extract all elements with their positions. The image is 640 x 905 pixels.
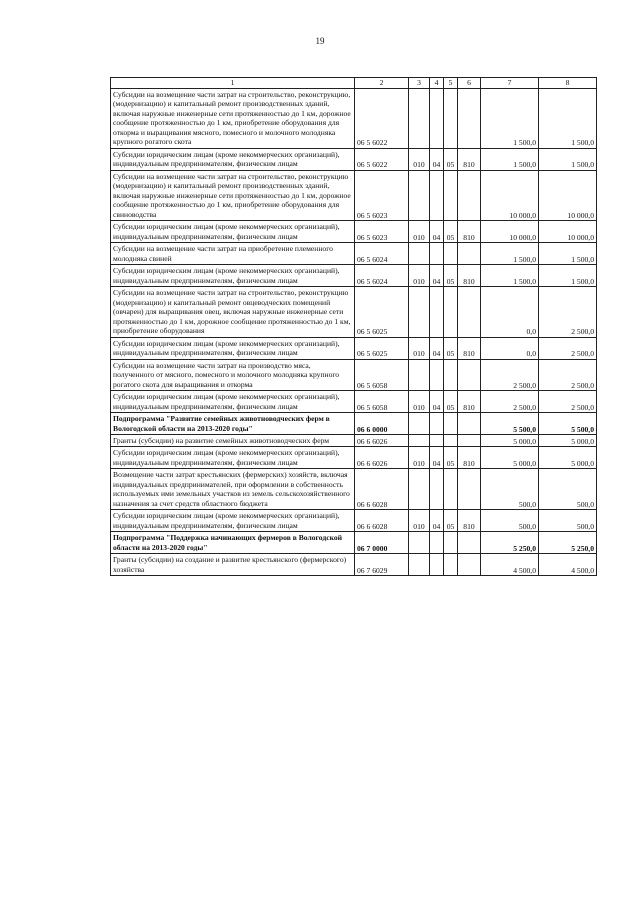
row-expense-type-code	[458, 532, 481, 554]
row-section-code	[430, 554, 444, 576]
header-cell: 8	[539, 78, 597, 89]
row-ministry-code: 010	[409, 265, 430, 287]
row-target-code: 06 6 6028	[355, 469, 409, 510]
row-amount-col8: 5 000,0	[539, 447, 597, 469]
row-amount-col7: 2 500,0	[481, 359, 539, 390]
row-subsection-code: 05	[444, 221, 458, 243]
row-section-code: 04	[430, 391, 444, 413]
row-target-code: 06 5 6025	[355, 337, 409, 359]
row-amount-col8: 5 500,0	[539, 413, 597, 435]
row-subsection-code	[444, 532, 458, 554]
table-header-row	[111, 78, 597, 89]
row-amount-col7: 10 000,0	[481, 221, 539, 243]
row-subsection-code	[444, 89, 458, 149]
table-row	[111, 469, 597, 510]
row-amount-col7: 5 000,0	[481, 447, 539, 469]
row-subsection-code: 05	[444, 265, 458, 287]
row-ministry-code	[409, 434, 430, 446]
row-section-code: 04	[430, 221, 444, 243]
row-section-code: 04	[430, 510, 444, 532]
row-section-code	[430, 469, 444, 510]
row-amount-col8: 5 250,0	[539, 532, 597, 554]
row-expense-type-code	[458, 413, 481, 435]
table-row	[111, 337, 597, 359]
row-amount-col7: 0,0	[481, 287, 539, 337]
header-cell: 2	[355, 78, 409, 89]
row-target-code: 06 5 6023	[355, 170, 409, 220]
row-section-code: 04	[430, 265, 444, 287]
row-target-code: 06 6 6026	[355, 447, 409, 469]
row-description: Гранты (субсидии) на развитие семейных животноводческих ферм	[111, 434, 355, 446]
row-target-code: 06 5 6024	[355, 243, 409, 265]
row-target-code: 06 6 6028	[355, 510, 409, 532]
row-subsection-code: 05	[444, 337, 458, 359]
row-amount-col7: 5 500,0	[481, 413, 539, 435]
row-description: Субсидии юридическим лицам (кроме некоммерческих организаций), индивидуальным предпринимателям, физическим лицам	[111, 337, 355, 359]
row-section-code	[430, 89, 444, 149]
row-ministry-code: 010	[409, 148, 430, 170]
row-target-code: 06 6 6026	[355, 434, 409, 446]
row-target-code: 06 5 6024	[355, 265, 409, 287]
row-subsection-code: 05	[444, 391, 458, 413]
table-row	[111, 89, 597, 149]
row-description: Подпрограмма "Поддержка начинающих фермеров в Вологодской области на 2013-2020 годы"	[111, 532, 355, 554]
table-row	[111, 359, 597, 390]
row-amount-col8: 10 000,0	[539, 170, 597, 220]
row-amount-col7: 5 250,0	[481, 532, 539, 554]
row-ministry-code: 010	[409, 447, 430, 469]
row-amount-col7: 1 500,0	[481, 265, 539, 287]
row-subsection-code	[444, 434, 458, 446]
row-ministry-code	[409, 532, 430, 554]
row-amount-col8: 2 500,0	[539, 391, 597, 413]
row-amount-col7: 0,0	[481, 337, 539, 359]
row-expense-type-code	[458, 287, 481, 337]
row-expense-type-code	[458, 469, 481, 510]
row-section-code: 04	[430, 148, 444, 170]
row-expense-type-code	[458, 243, 481, 265]
row-expense-type-code: 810	[458, 391, 481, 413]
budget-table	[110, 77, 597, 576]
table-row	[111, 170, 597, 220]
table-row	[111, 413, 597, 435]
row-ministry-code	[409, 413, 430, 435]
header-cell: 3	[409, 78, 430, 89]
row-target-code: 06 5 6058	[355, 391, 409, 413]
header-cell: 6	[458, 78, 481, 89]
header-cell: 4	[430, 78, 444, 89]
row-description: Субсидии юридическим лицам (кроме некоммерческих организаций), индивидуальным предпринимателям, физическим лицам	[111, 447, 355, 469]
row-expense-type-code: 810	[458, 148, 481, 170]
row-target-code: 06 7 6029	[355, 554, 409, 576]
row-target-code: 06 5 6023	[355, 221, 409, 243]
row-description: Субсидии юридическим лицам (кроме некоммерческих организаций), индивидуальным предпринимателям, физическим лицам	[111, 391, 355, 413]
table-row	[111, 447, 597, 469]
table-row	[111, 554, 597, 576]
row-amount-col7: 5 000,0	[481, 434, 539, 446]
row-section-code	[430, 243, 444, 265]
row-ministry-code: 010	[409, 510, 430, 532]
row-amount-col7: 1 500,0	[481, 243, 539, 265]
row-section-code: 04	[430, 337, 444, 359]
row-subsection-code	[444, 287, 458, 337]
row-target-code: 06 7 0000	[355, 532, 409, 554]
row-amount-col7: 10 000,0	[481, 170, 539, 220]
row-expense-type-code	[458, 170, 481, 220]
table-row	[111, 287, 597, 337]
row-ministry-code	[409, 243, 430, 265]
row-expense-type-code	[458, 359, 481, 390]
row-subsection-code	[444, 413, 458, 435]
table-row	[111, 221, 597, 243]
row-amount-col7: 1 500,0	[481, 89, 539, 149]
row-section-code: 04	[430, 447, 444, 469]
row-description: Субсидии юридическим лицам (кроме некоммерческих организаций), индивидуальным предпринимателям, физическим лицам	[111, 148, 355, 170]
row-subsection-code	[444, 170, 458, 220]
row-amount-col7: 500,0	[481, 469, 539, 510]
row-target-code: 06 5 6022	[355, 148, 409, 170]
row-subsection-code: 05	[444, 148, 458, 170]
row-description: Субсидии на возмещение части затрат на производство мяса, полученного от мясного, помесного и молочного молодняка крупного рогатого скота для выращивания и откорма	[111, 359, 355, 390]
row-amount-col8: 4 500,0	[539, 554, 597, 576]
row-ministry-code: 010	[409, 391, 430, 413]
row-expense-type-code: 810	[458, 447, 481, 469]
row-section-code	[430, 532, 444, 554]
row-expense-type-code: 810	[458, 265, 481, 287]
row-ministry-code	[409, 287, 430, 337]
table-row	[111, 532, 597, 554]
row-expense-type-code	[458, 554, 481, 576]
row-ministry-code	[409, 89, 430, 149]
row-subsection-code	[444, 554, 458, 576]
table-row	[111, 434, 597, 446]
table-row	[111, 510, 597, 532]
row-amount-col8: 2 500,0	[539, 287, 597, 337]
header-cell: 5	[444, 78, 458, 89]
row-expense-type-code: 810	[458, 337, 481, 359]
row-amount-col8: 5 000,0	[539, 434, 597, 446]
row-ministry-code: 010	[409, 221, 430, 243]
row-section-code	[430, 413, 444, 435]
row-expense-type-code: 810	[458, 510, 481, 532]
row-description: Субсидии юридическим лицам (кроме некоммерческих организаций), индивидуальным предпринимателям, физическим лицам	[111, 510, 355, 532]
row-subsection-code	[444, 359, 458, 390]
row-amount-col8: 2 500,0	[539, 359, 597, 390]
table-row	[111, 243, 597, 265]
row-amount-col7: 4 500,0	[481, 554, 539, 576]
row-section-code	[430, 170, 444, 220]
row-subsection-code: 05	[444, 447, 458, 469]
row-amount-col7: 1 500,0	[481, 148, 539, 170]
row-description: Субсидии на возмещение части затрат на строительство, реконструкцию (модернизацию) и капитальный ремонт производственных зданий, включая наружные инженерные сети протяженностью до 1 км, дорожное сообщение протяженностью до 1 км, приобретение оборудования для свиноводства	[111, 170, 355, 220]
row-amount-col8: 1 500,0	[539, 148, 597, 170]
row-description: Субсидии на возмещение части затрат на приобретение племенного молодняка свиней	[111, 243, 355, 265]
row-target-code: 06 5 6022	[355, 89, 409, 149]
row-description: Гранты (субсидии) на создание и развитие крестьянского (фермерского) хозяйства	[111, 554, 355, 576]
row-amount-col8: 1 500,0	[539, 243, 597, 265]
row-amount-col8: 500,0	[539, 510, 597, 532]
row-target-code: 06 5 6025	[355, 287, 409, 337]
row-section-code	[430, 359, 444, 390]
row-subsection-code	[444, 243, 458, 265]
row-amount-col8: 1 500,0	[539, 89, 597, 149]
row-ministry-code	[409, 469, 430, 510]
row-subsection-code	[444, 469, 458, 510]
row-ministry-code	[409, 359, 430, 390]
header-cell: 1	[111, 78, 355, 89]
row-amount-col8: 2 500,0	[539, 337, 597, 359]
table-row	[111, 265, 597, 287]
row-ministry-code: 010	[409, 337, 430, 359]
row-ministry-code	[409, 554, 430, 576]
row-description: Субсидии юридическим лицам (кроме некоммерческих организаций), индивидуальным предпринимателям, физическим лицам	[111, 221, 355, 243]
row-description: Подпрограмма "Развитие семейных животноводческих ферм в Вологодской области на 2013-2020 годы"	[111, 413, 355, 435]
header-cell: 7	[481, 78, 539, 89]
row-ministry-code	[409, 170, 430, 220]
row-description: Субсидии на возмещение части затрат на строительство, реконструкцию (модернизацию) и капитальный ремонт овцеводческих помещений (овчарен) для выращивания овец, включая наружные инженерные сети протяженностью до 1 км, дорожное сообщение протяженностью до 1 км, приобретение оборудования	[111, 287, 355, 337]
table-row	[111, 391, 597, 413]
table-body	[111, 78, 597, 576]
row-target-code: 06 6 0000	[355, 413, 409, 435]
row-amount-col8: 10 000,0	[539, 221, 597, 243]
row-expense-type-code	[458, 89, 481, 149]
row-amount-col7: 500,0	[481, 510, 539, 532]
row-amount-col8: 1 500,0	[539, 265, 597, 287]
row-expense-type-code: 810	[458, 221, 481, 243]
row-section-code	[430, 287, 444, 337]
page-number: 19	[315, 36, 325, 46]
row-description: Субсидии на возмещение части затрат на строительство, реконструкцию, (модернизацию) и капитальный ремонт производственных зданий, включая наружные инженерные сети протяженностью до 1 км, дорожное сообщение протяженностью до 1 км, приобретение оборудования для откорма и выращивания мясного, помесного и молочного молодняка крупного рогатого скота	[111, 89, 355, 149]
table-row	[111, 148, 597, 170]
row-amount-col7: 2 500,0	[481, 391, 539, 413]
row-subsection-code: 05	[444, 510, 458, 532]
row-expense-type-code	[458, 434, 481, 446]
row-amount-col8: 500,0	[539, 469, 597, 510]
row-section-code	[430, 434, 444, 446]
row-target-code: 06 5 6058	[355, 359, 409, 390]
row-description: Возмещение части затрат крестьянских (фермерских) хозяйств, включая индивидуальных предпринимателей, при оформлении в собственность используемых ими земельных участков из земель сельскохозяйственного назначения за счет средств областного бюджета	[111, 469, 355, 510]
row-description: Субсидии юридическим лицам (кроме некоммерческих организаций), индивидуальным предпринимателям, физическим лицам	[111, 265, 355, 287]
